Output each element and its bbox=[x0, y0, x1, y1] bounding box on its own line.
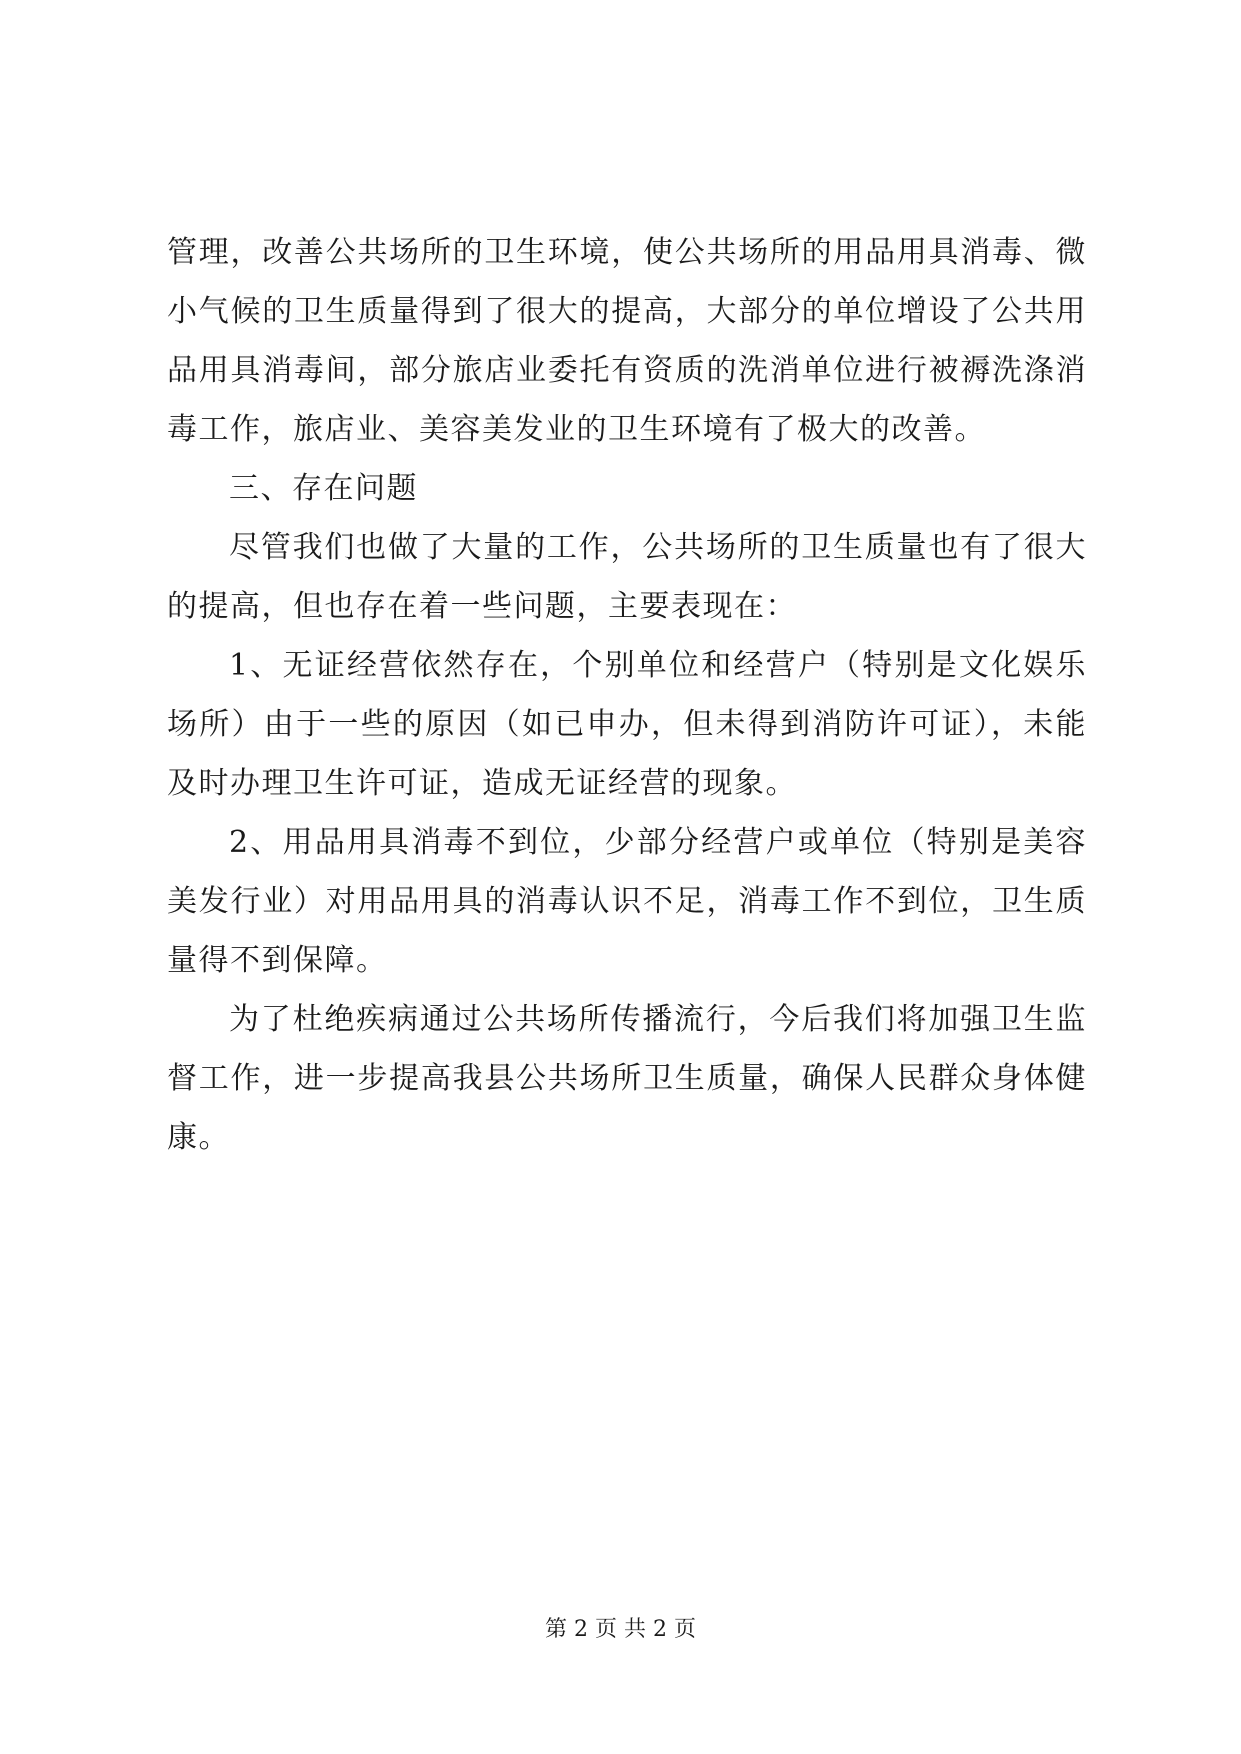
paragraph-item-2: 2、用品用具消毒不到位，少部分经营户或单位（特别是美容美发行业）对用品用具的消毒认识不足，消毒工作不到位，卫生质量得不到保障。 bbox=[167, 825, 1087, 978]
document-body bbox=[167, 223, 1087, 1167]
paragraph-intro: 尽管我们也做了大量的工作，公共场所的卫生质量也有了很大的提高，但也存在着一些问题，主要表现在： bbox=[167, 530, 1087, 624]
page-number-footer: 第 2 页 共 2 页 bbox=[545, 1617, 696, 1642]
section-heading: 三、存在问题 bbox=[229, 471, 418, 506]
paragraph-item-1: 1、无证经营依然存在，个别单位和经营户（特别是文化娱乐场所）由于一些的原因（如已申办，但未得到消防许可证），未能及时办理卫生许可证，造成无证经营的现象。 bbox=[167, 648, 1087, 801]
paragraph-conclusion: 为了杜绝疾病通过公共场所传播流行，今后我们将加强卫生监督工作，进一步提高我县公共场所卫生质量，确保人民群众身体健康。 bbox=[167, 1002, 1087, 1155]
paragraph-continuation: 管理，改善公共场所的卫生环境，使公共场所的用品用具消毒、微小气候的卫生质量得到了很大的提高，大部分的单位增设了公共用品用具消毒间，部分旅店业委托有资质的洗消单位进行被褥洗涤消毒工作，旅店业、美容美发业的卫生环境有了极大的改善。 bbox=[167, 235, 1087, 447]
